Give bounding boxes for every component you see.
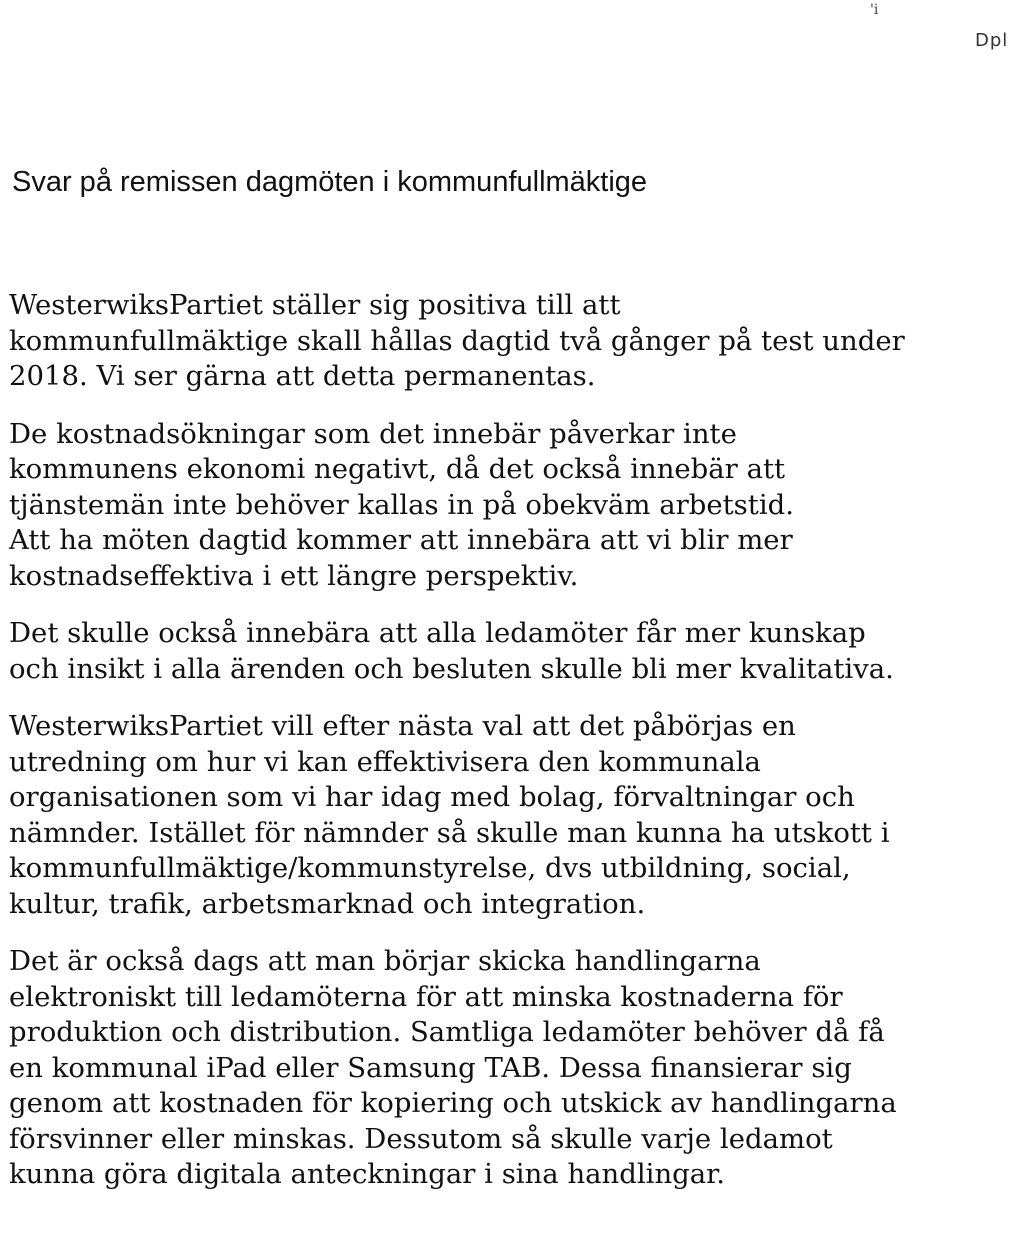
text-line: Det är också dags att man börjar skicka handlingarna — [9, 945, 761, 977]
text-line: kommunfullmäktige skall hållas dagtid två gånger på test under — [9, 324, 905, 357]
registration-stamp: Dpl — [975, 30, 1009, 51]
text-line: kostnadseffektiva i ett längre perspektiv. — [9, 559, 579, 592]
text-line: produktion och distribution. Samtliga ledamöter behöver då få — [9, 1016, 885, 1048]
text-line: kunna göra digitala anteckningar i sina handlingar. — [9, 1158, 726, 1190]
text-line: nämnder. Istället för nämnder så skulle man kunna ha utskott i — [9, 816, 890, 849]
document-body — [9, 288, 1009, 1215]
text-line: kultur, trafik, arbetsmarknad och integration. — [9, 887, 646, 920]
text-line: WesterwiksPartiet vill efter nästa val att det påbörjas en — [9, 710, 796, 742]
corner-mark: 'i — [870, 2, 879, 18]
paragraph-4 — [9, 709, 1009, 922]
text-line: försvinner eller minskas. Dessutom så skulle varje ledamot — [9, 1122, 833, 1155]
text-line: tjänstemän inte behöver kallas in på obekväm arbetstid. — [9, 488, 794, 521]
text-line: 2018. Vi ser gärna att detta permanentas. — [9, 360, 596, 392]
text-line: genom att kostnaden för kopiering och utskick av handlingarna — [9, 1087, 897, 1119]
text-line: De kostnadsökningar som det innebär påverkar inte — [9, 417, 737, 450]
text-line: kommunens ekonomi negativt, då det också innebär att — [9, 453, 786, 485]
text-line: elektroniskt till ledamöterna för att minska kostnaderna för — [9, 980, 843, 1013]
text-line: och insikt i alla ärenden och besluten skulle bli mer kvalitativa. — [9, 652, 894, 685]
paragraph-5 — [9, 944, 1009, 1193]
text-line: WesterwiksPartiet ställer sig positiva till att — [9, 289, 621, 321]
text-line: Det skulle också innebära att alla ledamöter får mer kunskap — [9, 617, 866, 649]
text-line: Att ha möten dagtid kommer att innebära att vi blir mer — [9, 524, 793, 556]
paragraph-3 — [9, 616, 1009, 687]
paragraph-1 — [9, 288, 1009, 395]
text-line: en kommunal iPad eller Samsung TAB. Dessa finansierar sig — [9, 1051, 852, 1084]
paragraph-2 — [9, 417, 1009, 595]
text-line: kommunfullmäktige/kommunstyrelse, dvs utbildning, social, — [9, 852, 851, 884]
document-title: Svar på remissen dagmöten i kommunfullmäktige — [12, 166, 648, 198]
text-line: organisationen som vi har idag med bolag, förvaltningar och — [9, 781, 855, 813]
text-line: utredning om hur vi kan effektivisera den kommunala — [9, 745, 761, 778]
